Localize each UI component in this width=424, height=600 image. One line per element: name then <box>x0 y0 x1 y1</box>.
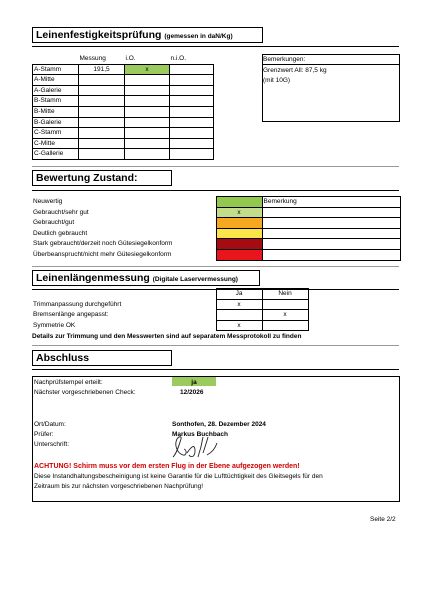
row-messung <box>79 106 125 117</box>
length-ja: x <box>216 299 262 310</box>
signature-image <box>165 433 230 463</box>
next-check-value: 12/2026 <box>180 389 204 396</box>
row-nio <box>170 106 214 117</box>
row-nio <box>170 64 214 75</box>
remark-cell <box>262 207 400 218</box>
place-date-label: Ort/Datum: <box>34 421 66 428</box>
line-strength-title: Leinenfestigkeitsprüfung <box>36 29 162 41</box>
col-header-io: i.O. <box>125 55 136 62</box>
table-row <box>33 75 259 86</box>
row-messung <box>79 117 125 128</box>
section-title-line-length <box>32 270 260 286</box>
remarks-line-2: (mit 10G) <box>263 77 291 84</box>
length-ja <box>216 310 262 321</box>
table-row <box>33 128 259 139</box>
remark-cell <box>262 239 400 250</box>
length-nein <box>262 320 308 331</box>
length-label: Bremsenlänge angepasst: <box>33 311 109 319</box>
divider <box>32 266 399 267</box>
remark-cell <box>262 218 400 229</box>
table-row <box>32 228 400 239</box>
inspector-value: Markus Buchbach <box>172 431 228 438</box>
condition-color-cell <box>216 228 262 239</box>
row-messung <box>79 138 125 149</box>
row-io <box>125 138 170 149</box>
section-title-condition <box>32 170 172 186</box>
row-messung <box>79 128 125 139</box>
line-strength-subtitle: (gemessen in daN/Kg) <box>164 33 233 40</box>
line-length-table <box>32 288 309 331</box>
closing-title: Abschluss <box>36 352 90 364</box>
row-nio <box>170 96 214 107</box>
line-length-title: Leinenlängenmessung <box>36 272 150 284</box>
table-row <box>32 310 308 321</box>
row-label: C-Gallerie <box>33 149 79 160</box>
table-row <box>32 320 308 331</box>
row-nio <box>170 75 214 86</box>
table-row <box>32 249 400 260</box>
table-row <box>33 149 259 160</box>
row-nio <box>170 117 214 128</box>
condition-color-cell <box>216 239 262 250</box>
condition-color-cell: x <box>216 207 262 218</box>
length-nein: x <box>262 310 308 321</box>
col-header-ja: Ja <box>216 289 262 300</box>
condition-label: Überbeansprucht/nicht mehr Gütesiegelkonform <box>33 250 172 258</box>
length-ja: x <box>216 320 262 331</box>
condition-label: Neuwertig <box>33 198 63 205</box>
next-check-label: Nächster vorgeschriebenen Check: <box>34 389 136 396</box>
row-nio <box>170 138 214 149</box>
row-io <box>125 128 170 139</box>
table-row <box>32 197 400 208</box>
stamp-value: ja <box>191 379 197 386</box>
disclaimer-line-2: Zeitraum bis zur nächsten vorgeschriebenen Nachprüfung! <box>34 483 204 490</box>
condition-color-cell <box>216 218 262 229</box>
row-nio <box>170 85 214 96</box>
remarks-line-1: Grenzwert All: 87,5 kg <box>263 67 327 74</box>
row-label: B-Galerie <box>33 117 79 128</box>
condition-title: Bewertung Zustand: <box>36 172 138 184</box>
col-header-messung: Messung <box>79 55 106 62</box>
condition-color-cell <box>216 249 262 260</box>
divider <box>32 190 399 191</box>
row-label: A-Mitte <box>33 75 79 86</box>
length-label: Symmetrie OK <box>33 321 76 329</box>
row-io: x <box>125 64 170 75</box>
section-title-closing <box>32 350 172 366</box>
row-nio <box>170 149 214 160</box>
warning-text: ACHTUNG! Schirm muss vor dem ersten Flug in der Ebene aufgezogen werden! <box>34 463 300 470</box>
row-io <box>125 106 170 117</box>
row-io <box>125 85 170 96</box>
table-row <box>32 207 400 218</box>
condition-label: Deutlich gebraucht <box>33 229 88 237</box>
remark-cell <box>262 249 400 260</box>
remarks-header: Bemerkungen: <box>263 56 306 63</box>
row-label: C-Mitte <box>33 138 79 149</box>
signature-label: Unterschrift: <box>34 441 70 448</box>
table-row <box>32 239 400 250</box>
row-io <box>125 149 170 160</box>
section-title-line-strength <box>32 27 263 43</box>
divider <box>32 345 399 346</box>
stamp-label: Nachprüfstempel erteilt: <box>34 379 103 386</box>
divider <box>32 369 399 370</box>
row-label: A-Stamm <box>33 64 79 75</box>
disclaimer-line-1: Diese Instandhaltungsbescheinigung ist keine Garantie für die Lufttüchtigkeit des Gleitsegels für den <box>34 473 323 480</box>
table-row <box>33 64 259 75</box>
length-nein <box>262 299 308 310</box>
line-strength-table <box>32 54 259 160</box>
table-row <box>33 96 259 107</box>
condition-label: Gebraucht/sehr gut <box>33 208 89 216</box>
row-messung <box>79 85 125 96</box>
table-row <box>33 138 259 149</box>
row-messung <box>79 96 125 107</box>
col-header-nein: Nein <box>262 289 308 300</box>
row-io <box>125 75 170 86</box>
condition-table <box>32 196 401 261</box>
page-number: Seite 2/2 <box>370 516 396 523</box>
row-io <box>125 117 170 128</box>
row-label: B-Mitte <box>33 106 79 117</box>
remark-cell <box>262 228 400 239</box>
row-label: A-Galerie <box>33 85 79 96</box>
row-messung: 191,5 <box>79 64 125 75</box>
row-io <box>125 96 170 107</box>
divider <box>32 46 399 47</box>
line-length-note: Details zur Trimmung und den Messwerten sind auf separatem Messprotokoll zu finden <box>32 333 302 340</box>
table-row <box>33 106 259 117</box>
divider <box>32 166 399 167</box>
row-messung <box>79 75 125 86</box>
table-row <box>33 117 259 128</box>
length-label: Trimmanpassung durchgeführt <box>33 300 122 308</box>
row-messung <box>79 149 125 160</box>
row-label: B-Stamm <box>33 96 79 107</box>
row-label: C-Stamm <box>33 128 79 139</box>
line-length-subtitle: (Digitale Laservermessung) <box>152 276 238 283</box>
row-nio <box>170 128 214 139</box>
condition-color-cell <box>216 197 262 208</box>
place-date-value: Sonthofen, 28. Dezember 2024 <box>172 421 266 428</box>
condition-label: Gebraucht/gut <box>33 219 75 227</box>
col-header-nio: n.i.O. <box>170 55 187 62</box>
table-row <box>32 299 308 310</box>
remarks-body-border <box>262 64 400 122</box>
inspector-label: Prüfer: <box>34 431 54 438</box>
table-row <box>33 85 259 96</box>
table-row <box>32 218 400 229</box>
condition-label: Stark gebraucht/derzeit noch Gütesiegelkonform <box>33 240 173 248</box>
remark-header: Bemerkung <box>262 197 400 208</box>
